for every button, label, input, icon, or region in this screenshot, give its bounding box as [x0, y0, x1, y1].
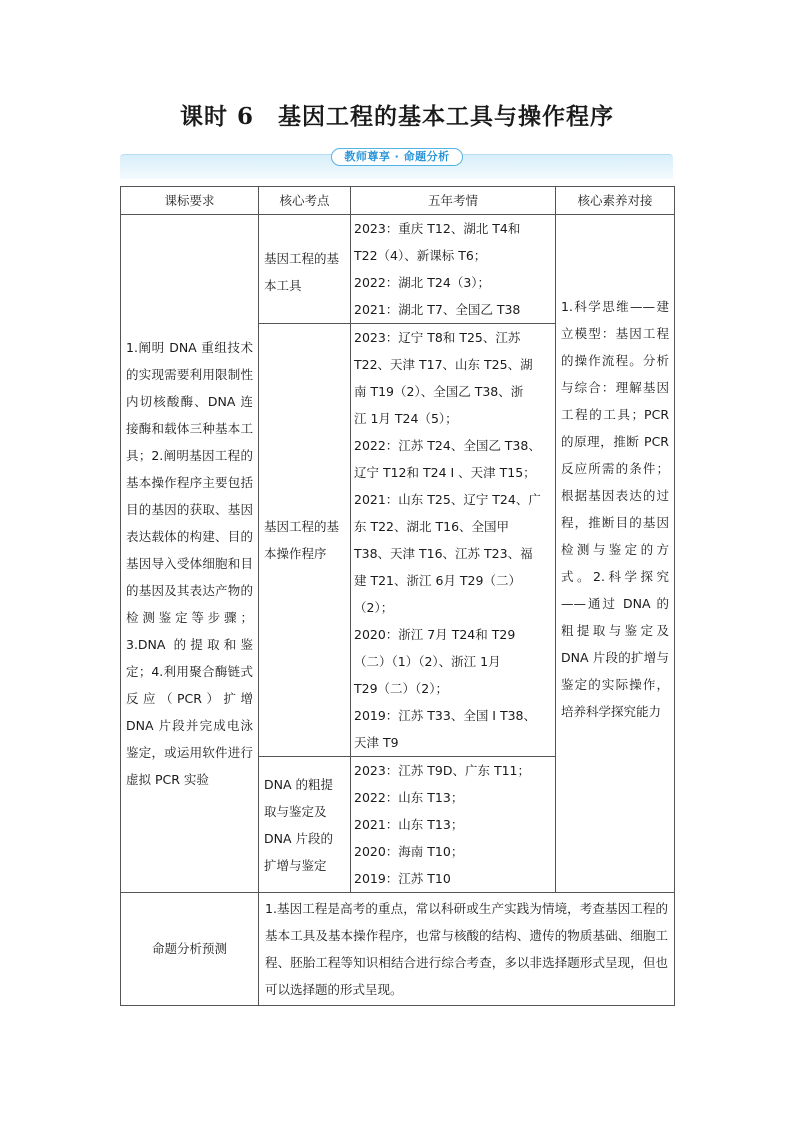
exam-line: 2022：山东 T13； [354, 790, 464, 805]
banner-label: 教师尊享 · 命题分析 [331, 148, 463, 166]
exam-line: 2023：江苏 T9D、广东 T11； [354, 763, 531, 778]
topic-cell: DNA 的粗提取与鉴定及 DNA 片段的扩增与鉴定 [259, 757, 351, 893]
exam-line: T22、天津 T17、山东 T25、湖 [354, 357, 533, 372]
exam-cell [351, 215, 556, 324]
exam-line: 东 T22、湖北 T16、全国甲 [354, 519, 510, 534]
exam-line: 南 T19（2）、全国乙 T38、浙 [354, 384, 524, 399]
header-exams: 五年考情 [351, 187, 556, 215]
exam-line: 2022：湖北 T24（3）； [354, 275, 491, 290]
topic-cell: 基因工程的基本工具 [259, 215, 351, 324]
exam-line: 2020：海南 T10； [354, 844, 464, 859]
header-competency: 核心素养对接 [556, 187, 675, 215]
table-row [121, 215, 675, 324]
exam-cell [351, 324, 556, 757]
header-row [121, 187, 675, 215]
exam-line: 2021：山东 T25、辽宁 T24、广 [354, 492, 541, 507]
analysis-table [120, 186, 675, 1006]
exam-line: 江 1月 T24（5）； [354, 411, 458, 426]
exam-line: T29（二）（2）； [354, 681, 448, 696]
page-title [0, 98, 794, 131]
exam-line: T38、天津 T16、江苏 T23、福 [354, 546, 533, 561]
exam-line: （2）； [354, 600, 394, 615]
exam-line: 2021：湖北 T7、全国乙 T38 [354, 302, 521, 317]
exam-line: 2019：江苏 T10 [354, 871, 451, 886]
prediction-text: 1.基因工程是高考的重点，常以科研或生产实践为情境，考查基因工程的基本工具及基本操作程序，也常与核酸的结构、遗传的物质基础、细胞工程、胚胎工程等知识相结合进行综合考查，多以非选择题形式呈现，但也可以选择题的形式呈现。 [259, 893, 675, 1006]
requirements-cell: 1.阐明 DNA 重组技术的实现需要利用限制性内切核酸酶、DNA 连接酶和载体三种基本工具；2.阐明基因工程的基本操作程序主要包括目的基因的获取、基因表达载体的构建、目的基因导入受体细胞和目的基因及其表达产物的检测鉴定等步骤；3.DNA 的提取和鉴定；4.利用聚合酶链式反应（PCR）扩增 DNA 片段并完成电泳鉴定，或运用软件进行虚拟 PCR 实验 [121, 215, 259, 893]
prediction-row [121, 893, 675, 1006]
exam-line: 2021：山东 T13； [354, 817, 464, 832]
exam-line: 辽宁 T12和 T24 I 、天津 T15； [354, 465, 536, 480]
exam-line: 2019：江苏 T33、全国 I T38、 [354, 708, 537, 723]
exam-cell [351, 757, 556, 893]
lesson-topic: 基因工程的基本工具与操作程序 [278, 103, 614, 130]
exam-line: （二）（1）（2）、浙江 1月 [354, 654, 501, 669]
exam-line: 2023：重庆 T12、湖北 T4和 [354, 221, 521, 236]
exam-line: T22（4）、新课标 T6； [354, 248, 487, 263]
exam-line: 2023：辽宁 T8和 T25、江苏 [354, 330, 521, 345]
competency-cell: 1.科学思维——建立模型：基因工程的操作流程。分析与综合：理解基因工程的工具；PCR 的原理，推断 PCR 反应所需的条件；根据基因表达的过程，推断目的基因检测与鉴定的方式。2.科学探究——通过 DNA 的粗提取与鉴定及 DNA 片段的扩增与鉴定的实际操作，培养科学探究能力 [556, 215, 675, 893]
section-banner [120, 148, 673, 178]
exam-line: 建 T21、浙江 6月 T29（二） [354, 573, 521, 588]
exam-line: 2020：浙江 7月 T24和 T29 [354, 627, 516, 642]
prediction-label: 命题分析预测 [121, 893, 259, 1006]
exam-line: 天津 T9 [354, 735, 399, 750]
exam-line: 2022：江苏 T24、全国乙 T38、 [354, 438, 541, 453]
lesson-number: 课时 6 [179, 103, 254, 130]
topic-cell: 基因工程的基本操作程序 [259, 324, 351, 757]
header-topics: 核心考点 [259, 187, 351, 215]
header-requirements: 课标要求 [121, 187, 259, 215]
